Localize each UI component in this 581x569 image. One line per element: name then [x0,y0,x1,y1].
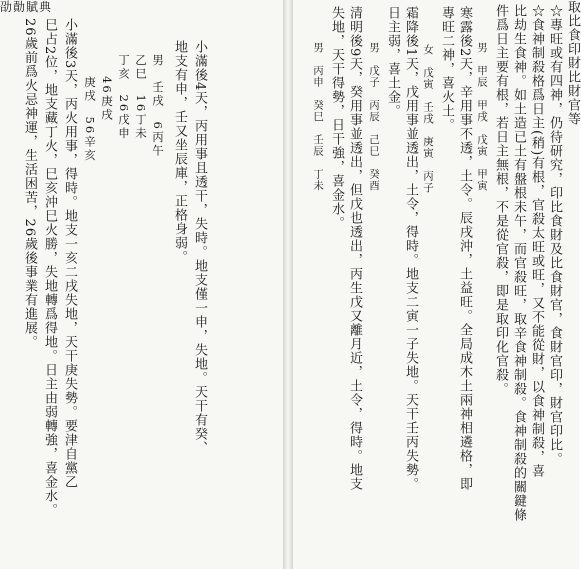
text-column: 件爲日主要有根，若日主無根，不是從官殺，即是取印化官殺。 [493,4,508,396]
chart-line: 男 壬戌 6丙午 [151,54,165,158]
chart-line: 女 戊寅 壬戌 庚寅 丙子 [422,44,434,194]
page-header-cut [0,0,53,14]
text-column: 26歲前爲火忌神運，生活困苦，26歲後事業有進展。 [22,18,37,350]
text-column: 清明後9天，癸用事並透出，但戊也透出，丙生戊又離月近，土令，得時。地支 [347,6,362,492]
text-column: 地支有申，壬又坐辰庫，正格身弱。 [172,40,187,264]
chart-line: 庚戌 56辛亥 [83,76,97,163]
text-column: 失地，天干得勢，日干強，喜金水。 [329,6,344,230]
chart-line: 乙巳 16丁未 [134,54,148,141]
right-page [293,0,579,569]
text-column: 日主弱，喜土金。 [385,6,400,118]
chart-line: 男 戊子 丙辰 己巳 癸酉 [368,42,380,192]
text-column: 霜降後1天，戊用事並透出，土令，得時。地支二寅一子失地。天干壬丙失勢。 [403,6,418,492]
left-page [0,0,283,569]
page-header: 劭勣賦典 [0,0,53,14]
chart-line: 男 丙申 癸巳 壬辰 丁未 [312,42,324,192]
text-column: 取比食印財比財官等 [565,0,580,126]
chart-line: 46庚戌 [100,76,114,122]
text-column: 寒露後2天，辛用事不透，土令。辰戌沖，土益旺。全局成木土兩神相遴格，即 [457,6,472,492]
text-column: ☆食神制殺格爲日主(稍)有根，官殺太旺或旺，又不能從財，以食神制殺，喜 [529,4,544,479]
text-column: 巳占2位，地支藏丁火，巳亥沖巳火勝，失地轉爲得地。日主由弱轉強，喜金水。 [42,18,57,518]
text-column: 小滿後3天，丙火用事，得時。地支一亥二戌失地，天干庚失勢。要津自黨乙 [62,18,77,490]
book-gutter [283,0,293,569]
text-column: 專旺二神，喜火土。 [439,6,454,132]
text-column: 小滿後4天，丙用事且透干，失時。地支僅一申，失地。天干有癸、 [192,40,207,456]
chart-line: 男 甲辰 甲戌 戊寅 甲寅 [476,42,488,192]
chart-line: 丁亥 26戊申 [117,54,131,141]
text-column: ☆專旺或有四神，仍待研究，印比食財及比食財官，食財官印，財官印比。 [547,4,562,466]
text-column: 比劫生食神。如土造已土有盤根未午，而官殺旺，取辛食神制殺。食神制殺的關鍵條 [511,4,526,522]
